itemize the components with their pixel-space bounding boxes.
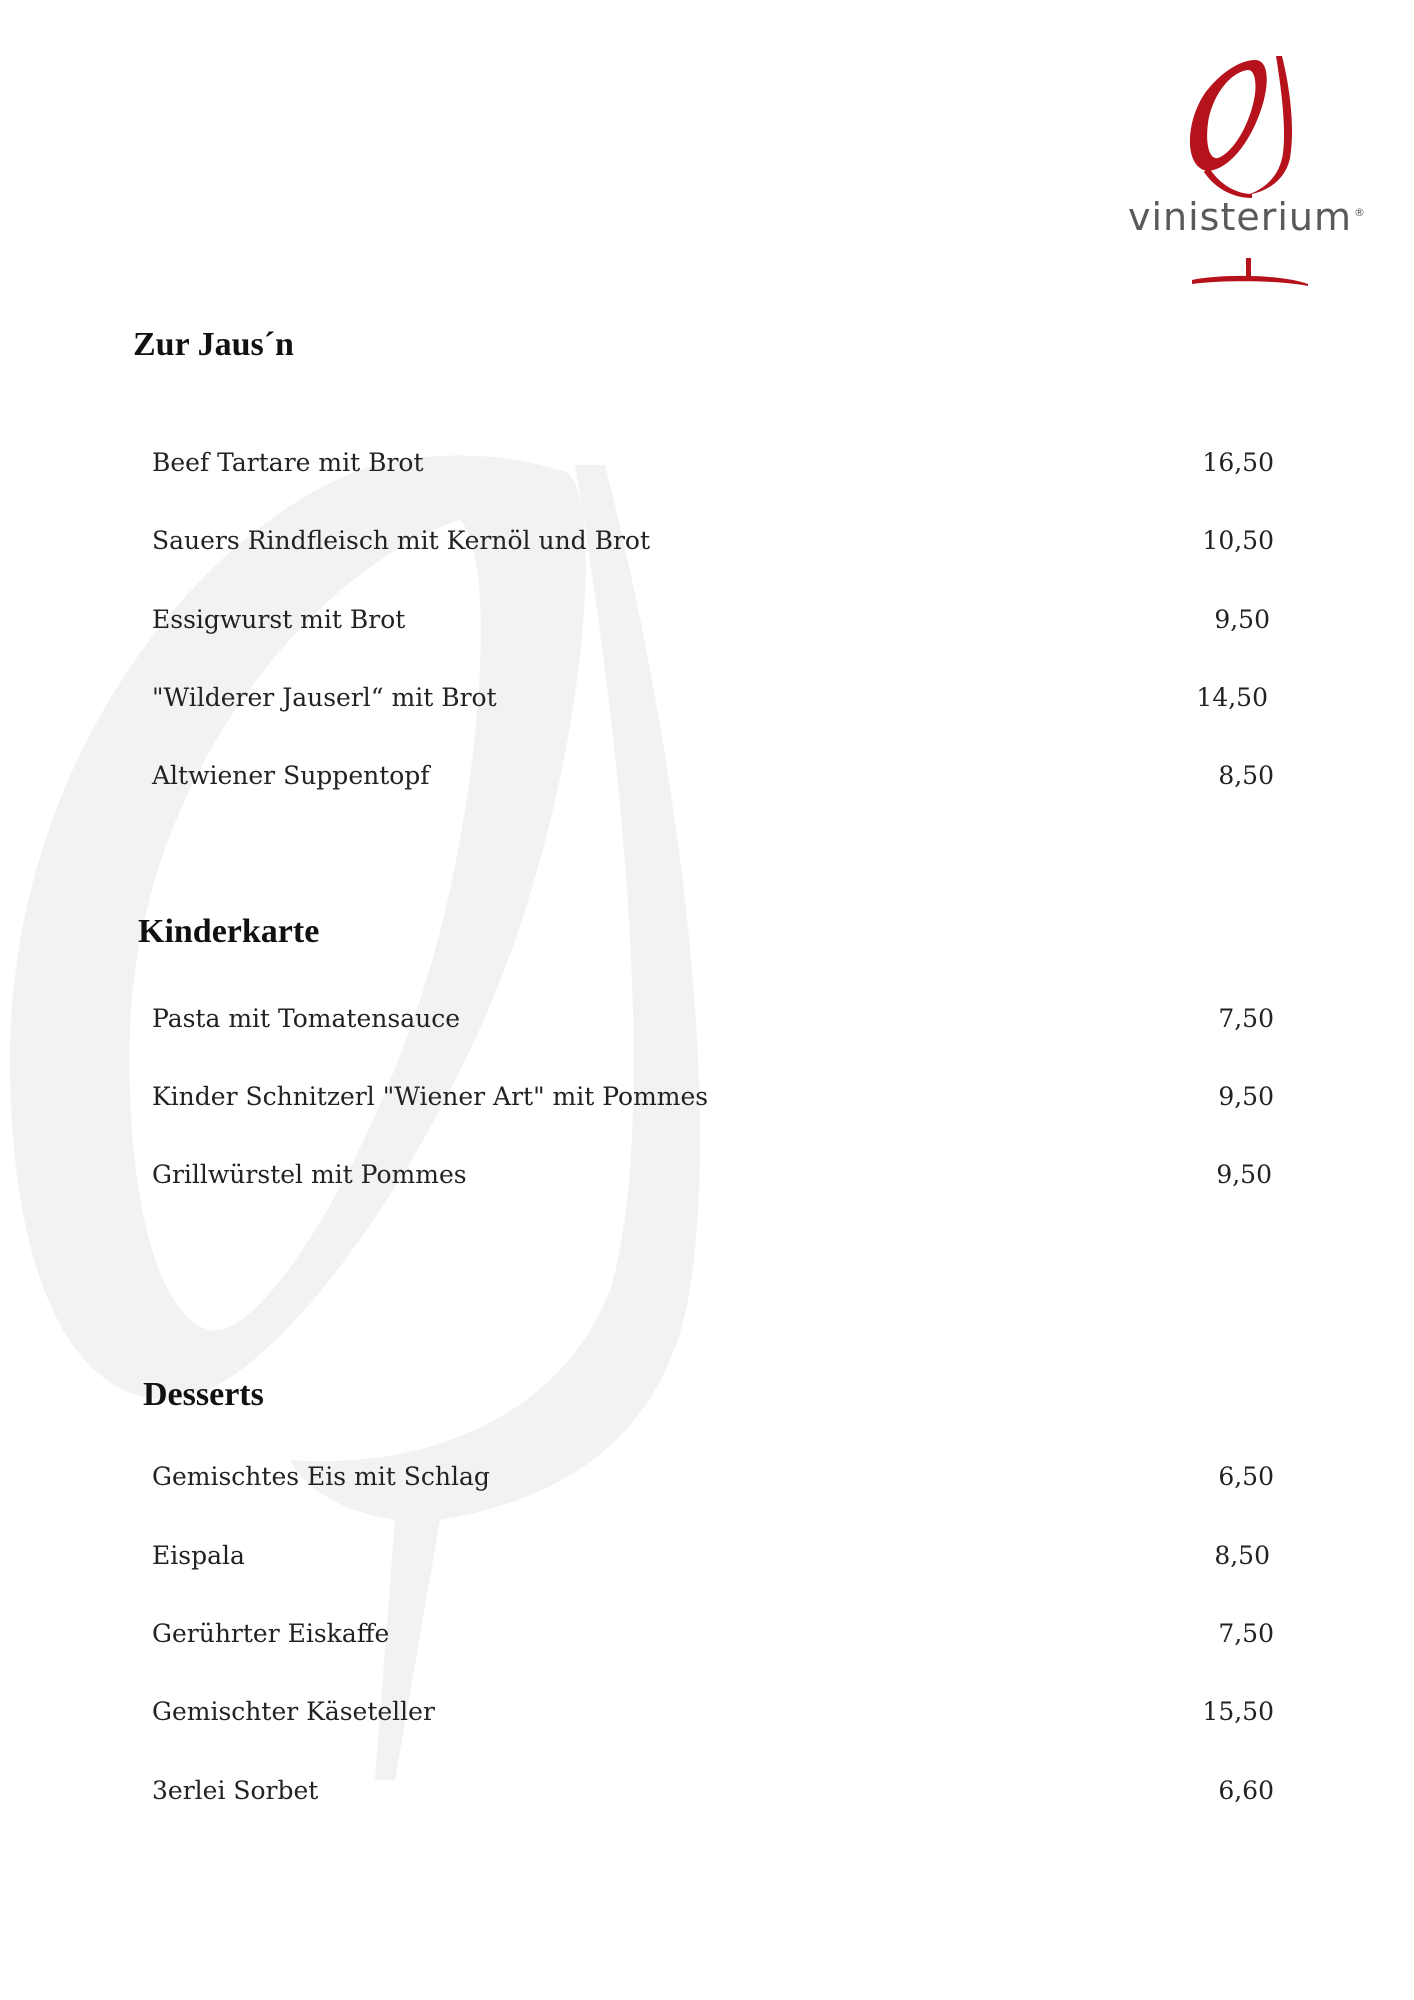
brand-name: vinisterium (1110, 198, 1370, 236)
menu-item (152, 1541, 1274, 1581)
menu-item-price: 9,50 (1216, 1160, 1272, 1189)
menu-item-name: Sauers Rindfleisch mit Kernöl und Brot (152, 526, 651, 555)
menu-item-price: 15,50 (1202, 1697, 1274, 1726)
menu-item-name: Eispala (152, 1541, 245, 1570)
menu-item-name: Essigwurst mit Brot (152, 605, 406, 634)
menu-item-price: 7,50 (1218, 1619, 1274, 1648)
menu-item-name: 3erlei Sorbet (152, 1776, 319, 1805)
menu-item-price: 9,50 (1218, 1082, 1274, 1111)
section-title-desserts: Desserts (143, 1376, 264, 1413)
menu-item (152, 683, 1274, 723)
menu-item-name: Gemischter Käseteller (152, 1697, 435, 1726)
menu-item-name: Gerührter Eiskaffe (152, 1619, 390, 1648)
section-title-jausn: Zur Jaus´n (133, 326, 294, 363)
menu-item-name: "Wilderer Jauserl“ mit Brot (152, 683, 497, 712)
menu-item-name: Beef Tartare mit Brot (152, 448, 424, 477)
wine-glass-logo-icon (1150, 48, 1330, 288)
menu-item-price: 16,50 (1202, 448, 1274, 477)
menu-item-name: Kinder Schnitzerl "Wiener Art" mit Pommes (152, 1082, 709, 1111)
menu-item-price: 7,50 (1218, 1004, 1274, 1033)
menu-item (152, 1697, 1274, 1737)
menu-item (152, 1619, 1274, 1659)
menu-item-price: 9,50 (1214, 605, 1270, 634)
menu-item-name: Altwiener Suppentopf (152, 761, 430, 790)
menu-item (152, 448, 1274, 488)
menu-item-name: Grillwürstel mit Pommes (152, 1160, 467, 1189)
menu-item (152, 526, 1274, 566)
menu-item (152, 1462, 1274, 1502)
section-title-kinderkarte: Kinderkarte (138, 913, 320, 950)
menu-item (152, 1160, 1274, 1200)
menu-item-price: 6,50 (1218, 1462, 1274, 1491)
menu-item (152, 605, 1274, 645)
brand-logo (1110, 48, 1370, 288)
menu-item (152, 761, 1274, 801)
menu-item-price: 14,50 (1196, 683, 1268, 712)
menu-item-price: 6,60 (1218, 1776, 1274, 1805)
registered-mark: ® (1354, 206, 1365, 219)
menu-item-name: Gemischtes Eis mit Schlag (152, 1462, 490, 1491)
menu-item (152, 1004, 1274, 1044)
menu-item (152, 1082, 1274, 1122)
menu-item (152, 1776, 1274, 1816)
menu-item-name: Pasta mit Tomatensauce (152, 1004, 460, 1033)
menu-item-price: 10,50 (1202, 526, 1274, 555)
menu-item-price: 8,50 (1214, 1541, 1270, 1570)
menu-item-price: 8,50 (1218, 761, 1274, 790)
